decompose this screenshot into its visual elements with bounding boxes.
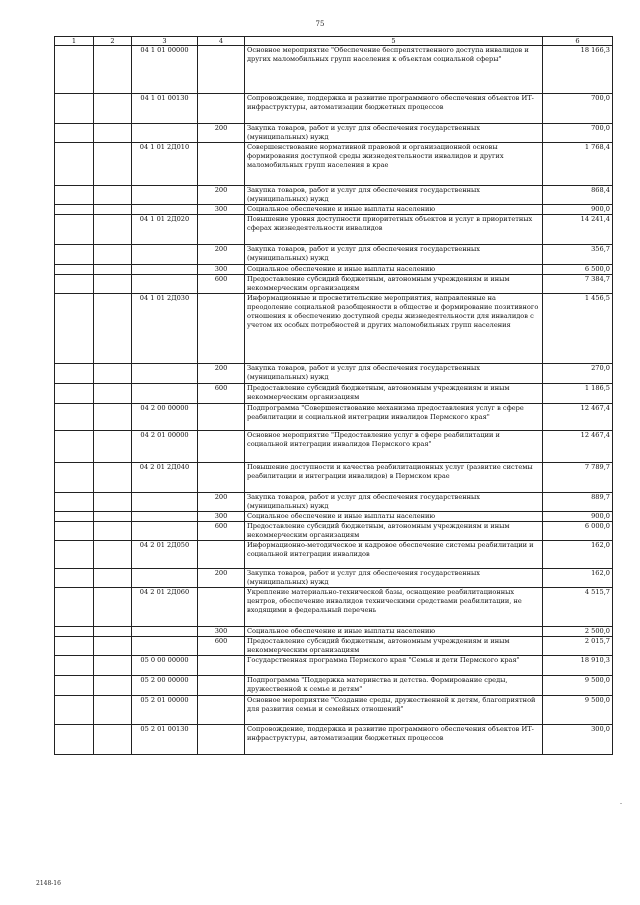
cell-name: Подпрограмма "Поддержка материнства и детства. Формирование среды, дружественной к семье и детям" [245,676,543,696]
cell-expense-type: 300 [198,627,245,637]
table-row [55,205,613,215]
cell-expense-type: 600 [198,275,245,294]
cell-col2 [94,676,132,696]
table-row [55,696,613,725]
cell-target-code: 05 2 01 00130 [132,725,198,755]
cell-name: Сопровождение, поддержка и развитие программного обеспечения объектов ИТ-инфраструктуры, автоматизации бюджетных процессов [245,94,543,124]
cell-expense-type [198,696,245,725]
cell-target-code [132,205,198,215]
cell-name: Закупка товаров, работ и услуг для обеспечения государственных (муниципальных) нужд [245,569,543,588]
cell-target-code [132,569,198,588]
table-row [55,522,613,541]
cell-expense-type: 300 [198,205,245,215]
column-header: 6 [543,37,613,46]
cell-col2 [94,696,132,725]
cell-expense-type [198,656,245,676]
cell-amount: 900,0 [543,512,613,522]
cell-name: Подпрограмма "Совершенствование механизма предоставления услуг в сфере реабилитации и социальной интеграции инвалидов Пермского края" [245,404,543,431]
cell-amount: 18 910,3 [543,656,613,676]
cell-col1 [55,493,94,512]
table-row [55,294,613,364]
cell-amount: 700,0 [543,124,613,143]
cell-col1 [55,215,94,245]
cell-target-code [132,637,198,656]
table-row [55,384,613,404]
cell-name: Укрепление материально-технической базы, оснащение реабилитационных центров, обеспечение инвалидов техническими средствами реабилитации, не входящими в федеральный перечень [245,588,543,627]
budget-table [54,36,613,755]
cell-name: Повышение доступности и качества реабилитационных услуг (развитие системы реабилитации и интеграции инвалидов) в Пермском крае [245,463,543,493]
cell-expense-type: 200 [198,245,245,265]
table-row [55,275,613,294]
column-header: 5 [245,37,543,46]
cell-name: Социальное обеспечение и иные выплаты населению [245,205,543,215]
table-row [55,124,613,143]
cell-amount: 7 384,7 [543,275,613,294]
cell-amount: 1 456,5 [543,294,613,364]
cell-amount: 9 500,0 [543,676,613,696]
table-row [55,245,613,265]
cell-expense-type [198,294,245,364]
cell-col1 [55,294,94,364]
cell-expense-type [198,94,245,124]
cell-name: Закупка товаров, работ и услуг для обеспечения государственных (муниципальных) нужд [245,364,543,384]
cell-col2 [94,656,132,676]
cell-col2 [94,294,132,364]
cell-col2 [94,493,132,512]
cell-amount: 12 467,4 [543,404,613,431]
cell-col2 [94,205,132,215]
cell-name: Сопровождение, поддержка и развитие программного обеспечения объектов ИТ-инфраструктуры, автоматизации бюджетных процессов [245,725,543,755]
cell-expense-type [198,143,245,186]
cell-col1 [55,46,94,94]
cell-col1 [55,431,94,463]
cell-col1 [55,588,94,627]
cell-col1 [55,124,94,143]
cell-col1 [55,676,94,696]
cell-amount: 18 166,3 [543,46,613,94]
cell-expense-type: 200 [198,186,245,205]
cell-amount: 14 241,4 [543,215,613,245]
cell-col2 [94,463,132,493]
cell-col2 [94,364,132,384]
cell-expense-type: 600 [198,522,245,541]
cell-col1 [55,364,94,384]
cell-expense-type: 200 [198,124,245,143]
cell-col1 [55,541,94,569]
cell-target-code: 04 1 01 00000 [132,46,198,94]
table-row [55,656,613,676]
page-number: 75 [315,20,325,28]
cell-amount: 700,0 [543,94,613,124]
cell-expense-type: 200 [198,364,245,384]
table-row [55,186,613,205]
cell-expense-type [198,725,245,755]
cell-amount: 270,0 [543,364,613,384]
cell-col1 [55,725,94,755]
cell-name: Социальное обеспечение и иные выплаты населению [245,512,543,522]
column-header: 1 [55,37,94,46]
cell-col2 [94,215,132,245]
cell-expense-type: 300 [198,265,245,275]
cell-col1 [55,265,94,275]
cell-name: Государственная программа Пермского края "Семья и дети Пермского края" [245,656,543,676]
cell-col1 [55,463,94,493]
table-row [55,364,613,384]
cell-expense-type: 200 [198,493,245,512]
cell-target-code [132,275,198,294]
cell-name: Предоставление субсидий бюджетным, автономным учреждениям и иным некоммерческим организациям [245,275,543,294]
cell-name: Основное мероприятие "Предоставление услуг в сфере реабилитации и социальной интеграции инвалидов Пермского края" [245,431,543,463]
table-row [55,725,613,755]
header-row [55,37,613,46]
cell-col1 [55,569,94,588]
cell-expense-type [198,46,245,94]
cell-amount: 1 768,4 [543,143,613,186]
table-row [55,493,613,512]
cell-expense-type [198,676,245,696]
cell-col2 [94,431,132,463]
cell-target-code [132,627,198,637]
cell-name: Основное мероприятие "Обеспечение беспрепятственного доступа инвалидов и других маломобильных групп населения к объектам социальной сферы" [245,46,543,94]
cell-name: Закупка товаров, работ и услуг для обеспечения государственных (муниципальных) нужд [245,245,543,265]
table-row [55,627,613,637]
cell-col2 [94,275,132,294]
document-code: 2148-16 [36,880,61,887]
cell-target-code [132,364,198,384]
cell-col1 [55,512,94,522]
table-row [55,431,613,463]
cell-amount: 9 500,0 [543,696,613,725]
cell-target-code: 05 0 00 00000 [132,656,198,676]
table-row [55,265,613,275]
cell-col2 [94,124,132,143]
table-row [55,512,613,522]
cell-col1 [55,384,94,404]
cell-expense-type [198,404,245,431]
cell-col1 [55,245,94,265]
cell-amount: 868,4 [543,186,613,205]
cell-col2 [94,725,132,755]
cell-expense-type [198,431,245,463]
cell-target-code: 04 1 01 2Д030 [132,294,198,364]
cell-amount: 2 500,0 [543,627,613,637]
cell-col2 [94,512,132,522]
cell-amount: 7 789,7 [543,463,613,493]
cell-col2 [94,404,132,431]
cell-amount: 1 186,5 [543,384,613,404]
cell-amount: 900,0 [543,205,613,215]
cell-col2 [94,143,132,186]
cell-expense-type [198,541,245,569]
table-row [55,463,613,493]
cell-col1 [55,275,94,294]
table-row [55,404,613,431]
cell-amount: 300,0 [543,725,613,755]
cell-col2 [94,569,132,588]
cell-expense-type [198,215,245,245]
cell-amount: 2 015,7 [543,637,613,656]
cell-expense-type: 200 [198,569,245,588]
cell-col2 [94,627,132,637]
cell-name: Основное мероприятие "Создание среды, дружественной к детям, благоприятной для развития семьи и семейных отношений" [245,696,543,725]
cell-col1 [55,186,94,205]
column-header: 4 [198,37,245,46]
cell-col1 [55,205,94,215]
cell-expense-type: 600 [198,637,245,656]
cell-name: Предоставление субсидий бюджетным, автономным учреждениям и иным некоммерческим организациям [245,637,543,656]
cell-col2 [94,588,132,627]
cell-name: Предоставление субсидий бюджетным, автономным учреждениям и иным некоммерческим организациям [245,384,543,404]
cell-col2 [94,245,132,265]
cell-amount: 6 000,0 [543,522,613,541]
cell-name: Предоставление субсидий бюджетным, автономным учреждениям и иным некоммерческим организациям [245,522,543,541]
cell-target-code [132,512,198,522]
cell-col2 [94,522,132,541]
cell-name: Закупка товаров, работ и услуг для обеспечения государственных (муниципальных) нужд [245,186,543,205]
cell-name: Социальное обеспечение и иные выплаты населению [245,627,543,637]
cell-target-code [132,124,198,143]
cell-name: Социальное обеспечение и иные выплаты населению [245,265,543,275]
cell-expense-type [198,588,245,627]
cell-name: Совершенствование нормативной правовой и организационной основы формирования доступной среды жизнедеятельности инвалидов и других маломобильных групп населения в крае [245,143,543,186]
cell-target-code [132,384,198,404]
table-row [55,143,613,186]
margin-mark: - [620,800,623,807]
cell-col2 [94,265,132,275]
table-row [55,637,613,656]
cell-col2 [94,186,132,205]
cell-amount: 162,0 [543,541,613,569]
cell-target-code: 04 2 01 2Д060 [132,588,198,627]
cell-target-code: 04 2 01 00000 [132,431,198,463]
cell-target-code: 04 2 01 2Д050 [132,541,198,569]
table-row [55,676,613,696]
cell-amount: 4 515,7 [543,588,613,627]
cell-name: Закупка товаров, работ и услуг для обеспечения государственных (муниципальных) нужд [245,493,543,512]
cell-amount: 356,7 [543,245,613,265]
cell-expense-type [198,463,245,493]
cell-col2 [94,541,132,569]
cell-col1 [55,94,94,124]
cell-target-code: 04 1 01 2Д020 [132,215,198,245]
table-row [55,588,613,627]
cell-target-code [132,493,198,512]
cell-target-code: 05 2 01 00000 [132,696,198,725]
table-row [55,541,613,569]
column-header: 2 [94,37,132,46]
cell-col1 [55,656,94,676]
cell-amount: 162,0 [543,569,613,588]
table-row [55,94,613,124]
cell-target-code: 04 1 01 2Д010 [132,143,198,186]
cell-target-code [132,186,198,205]
cell-col1 [55,696,94,725]
cell-target-code [132,265,198,275]
cell-target-code [132,522,198,541]
cell-col1 [55,522,94,541]
column-header: 3 [132,37,198,46]
cell-target-code: 04 1 01 00130 [132,94,198,124]
cell-name: Закупка товаров, работ и услуг для обеспечения государственных (муниципальных) нужд [245,124,543,143]
cell-col2 [94,94,132,124]
cell-col1 [55,404,94,431]
cell-target-code [132,245,198,265]
cell-target-code: 04 2 01 2Д040 [132,463,198,493]
cell-col2 [94,46,132,94]
cell-amount: 889,7 [543,493,613,512]
cell-col2 [94,637,132,656]
cell-name: Повышение уровня доступности приоритетных объектов и услуг в приоритетных сферах жизнедеятельности инвалидов [245,215,543,245]
cell-expense-type: 300 [198,512,245,522]
cell-col1 [55,637,94,656]
table-row [55,215,613,245]
cell-name: Информационные и просветительские мероприятия, направленные на преодоление социальной разобщенности в обществе и формирование позитивного отношения к обеспечению доступной среды жизнедеятельности для инвалидов с учетом их особых потребностей и других маломобильных групп населения [245,294,543,364]
table-row [55,569,613,588]
cell-target-code: 04 2 00 00000 [132,404,198,431]
cell-name: Информационно-методическое и кадровое обеспечение системы реабилитации и социальной интеграции инвалидов [245,541,543,569]
cell-col1 [55,627,94,637]
cell-amount: 12 467,4 [543,431,613,463]
cell-col2 [94,384,132,404]
cell-expense-type: 600 [198,384,245,404]
cell-col1 [55,143,94,186]
cell-target-code: 05 2 00 00000 [132,676,198,696]
cell-amount: 6 500,0 [543,265,613,275]
table-row [55,46,613,94]
